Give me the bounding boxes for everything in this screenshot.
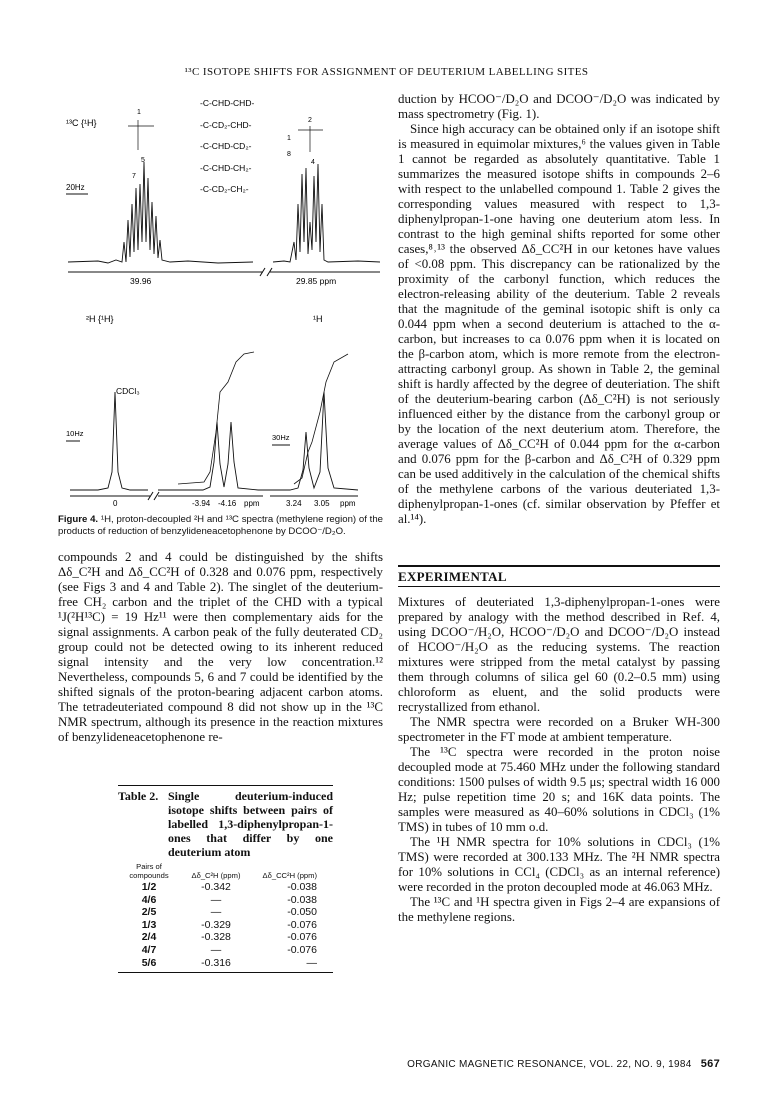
- left-body-paragraph: compounds 2 and 4 could be distinguished by the shifts Δδ_C²H and Δδ_CC²H of 0.328 and 0.076 ppm, respectively (see Figs 3 and 4 and Table 2). The singlet of the deuterium-free CH₂ carbon and the triplet of the CHD with a typical ¹J(²H¹³C) = 19 Hz¹¹ were then complementary aids for the signal assignments. A carbon peak of the fully deuterated CD₂ group could not be detected owing to its inherent reduced signal intensity and the very low concentration.¹² Nevertheless, compounds 5, 6 and 7 could be identified by the shifted signals of the proton-bearing adjacent carbon atoms. The tetradeuteriated compound 8 did not show up in the ¹³C NMR spectrum, although its presence in the reaction mixtures of benzylideneacetophenone re-: [58, 550, 383, 744]
- h1-label: ¹H: [313, 314, 323, 324]
- table-title: [118, 789, 333, 859]
- table-row: [118, 931, 333, 944]
- experimental-paragraph: The ¹H NMR spectra for 10% solutions in CDCl₃ (1% TMS) were recorded at 300.133 MHz. The ²H NMR spectra for 10% solutions in CCl₄ (CDCl₃ as an internal reference) were recorded in the proton decoupled mode at 46.063 MHz.: [398, 835, 720, 894]
- table-cell: -0.329: [201, 918, 231, 931]
- scale-20hz-label: 20Hz: [66, 183, 85, 192]
- scale-10hz-label: 10Hz: [66, 429, 84, 438]
- left-column: [58, 92, 383, 973]
- column-header: Pairs of compounds: [129, 862, 169, 880]
- structure-line: -C-CHD-CHD-: [200, 98, 255, 108]
- peak-label: 7: [132, 173, 136, 180]
- page-number: 567: [700, 1058, 720, 1070]
- table-cell: —: [210, 906, 222, 919]
- table-row: [118, 906, 333, 919]
- h2-integral: [178, 352, 254, 484]
- figure-caption: [58, 514, 383, 538]
- h2-cdcl3-peak: [70, 392, 148, 490]
- column-header: Δδ_CC²H (ppm): [262, 871, 317, 880]
- peak-label: 4: [311, 159, 315, 166]
- table-cell: -0.342: [201, 881, 231, 893]
- isotope-shift-table: [118, 861, 333, 969]
- column-header: Δδ_C²H (ppm): [191, 871, 241, 880]
- h2-decoupled-label: ²H {¹H}: [86, 314, 114, 324]
- table-number: Table 2.: [118, 789, 159, 803]
- table-cell: 4/6: [141, 893, 157, 906]
- structure-fragments: [200, 98, 254, 194]
- table-row: [118, 881, 333, 894]
- c13-trace-right: [273, 164, 380, 262]
- table-cell: —: [210, 893, 222, 906]
- structure-line: -C-CHD-CD₂-: [200, 141, 252, 151]
- nmr-spectra-figure: [58, 92, 383, 510]
- table-cell: -0.076: [287, 931, 317, 944]
- bottom-axis-unit: ppm: [340, 499, 356, 508]
- table-cell: -0.316: [201, 956, 231, 969]
- structure-line: -C-CHD-CH₂-: [200, 163, 252, 173]
- table-caption: Single deuterium-induced isotope shifts between pairs of labelled 1,3-diphenylpropan-1-ones that differ by one deuterium atom: [168, 789, 333, 859]
- peak-label: 5: [141, 157, 145, 164]
- experimental-paragraph: The ¹³C spectra were recorded in the proton noise decoupled mode at 75.460 MHz under the following standard conditions: 1500 pulses of width 9.5 μs; spectral width 16 000 Hz; pulse repetition time 20 s; and 16K data points. The samples were measured as 40–60% solutions in CDCl₃ (1% TMS) in tubes of 10 mm o.d.: [398, 745, 720, 834]
- bottom-axis-tick: 0: [113, 499, 118, 508]
- top-axis-tick: 29.85 ppm: [296, 276, 337, 286]
- table-row: [118, 894, 333, 907]
- structure-line: -C-CD₂-CH₂-: [200, 184, 249, 194]
- h1-integral: [294, 354, 348, 484]
- right-column: [398, 92, 720, 925]
- table-header-row: [118, 861, 333, 881]
- experimental-heading: EXPERIMENTAL: [398, 565, 720, 587]
- table-cell: -0.038: [287, 893, 317, 906]
- bottom-axis-tick: 3.05: [314, 499, 330, 508]
- figure-caption-text: ¹H, proton-decoupled ²H and ¹³C spectra (methylene region) of the products of reduction of benzylideneacetophenone by DCOO⁻/D₂O.: [58, 514, 384, 537]
- figure-4: [58, 92, 383, 510]
- running-head: ¹³C ISOTOPE SHIFTS FOR ASSIGNMENT OF DEUTERIUM LABELLING SITES: [184, 66, 589, 78]
- table-cell: 4/7: [141, 943, 157, 956]
- table-cell: —: [210, 943, 222, 956]
- table-cell: 5/6: [141, 956, 157, 969]
- table-cell: 1/2: [141, 881, 157, 893]
- scale-30hz-label: 30Hz: [272, 433, 290, 442]
- table-cell: 2/4: [141, 931, 157, 944]
- table-cell: 1/3: [141, 918, 157, 931]
- table-cell: -0.328: [201, 931, 231, 944]
- peak-label: 2: [308, 117, 312, 124]
- cdcl3-label: CDCl₃: [116, 386, 140, 396]
- bottom-axis-unit: ppm: [244, 499, 260, 508]
- peak-label: 1: [137, 109, 141, 116]
- table-cell: -0.050: [287, 906, 317, 919]
- figure-caption-label: Figure 4.: [58, 514, 99, 525]
- table-cell: -0.076: [287, 918, 317, 931]
- page-footer: [398, 1058, 720, 1070]
- c13-trace-left: [68, 162, 253, 263]
- bottom-axis-tick: -4.16: [218, 499, 237, 508]
- experimental-paragraph: Mixtures of deuteriated 1,3-diphenylpropan-1-ones were prepared by analogy with the method described in Ref. 4, using DCOO⁻/H₂O, HCOO⁻/D₂O and DCOO⁻/D₂O instead of HCOO⁻/H₂O as the reducing systems. The reaction mixtures were stripped from the metal catalyst by passing them through columns of silica gel 60 (0.2–0.5 mm) using chloroform as eluent, and the solid products were recrystallized from ethanol.: [398, 595, 720, 714]
- peak-label: 8: [287, 151, 291, 158]
- table-cell: -0.076: [287, 943, 317, 956]
- top-axis-tick: 39.96: [130, 276, 152, 286]
- right-body-paragraph: duction by HCOO⁻/D₂O and DCOO⁻/D₂O was indicated by mass spectrometry (Fig. 1).: [398, 92, 720, 121]
- peak-label: 1: [287, 135, 291, 142]
- table-row: [118, 944, 333, 957]
- table-cell: -0.038: [287, 881, 317, 893]
- journal-citation: ORGANIC MAGNETIC RESONANCE, VOL. 22, NO. 9, 1984: [407, 1059, 692, 1070]
- experimental-paragraph: The NMR spectra were recorded on a Bruker WH-300 spectrometer in the FT mode at ambient temperature.: [398, 715, 720, 744]
- c13-decoupled-label: ¹³C {¹H}: [66, 118, 97, 128]
- table-row: [118, 957, 333, 970]
- table-row: [118, 919, 333, 932]
- table-2: [118, 785, 333, 973]
- structure-line: -C-CD₂-CHD-: [200, 120, 252, 130]
- h2-trace: [158, 422, 258, 490]
- right-body-paragraph: Since high accuracy can be obtained only if an isotope shift is measured in equimolar mixtures,⁶ the values given in Table 1 cannot be regarded as absolutely quantitative. Table 1 summarizes the measured isotope shifts in compounds 2–6 with respect to the unlabelled compound 1. Table 2 gives the corresponding values measured with respect to 1,3-diphenylpropan-1-one having one deuterium atom less. In contrast to the high geminal shifts reported for some other cases,⁸˒¹³ the observed Δδ_CC²H in our ketones have values of <0.08 ppm. This discrepancy can be rationalized by the proximity of the carbonyl function, which reduces the electron-releasing ability of the deuterium. Table 2 reveals that the magnitude of the geminal isotopic shift is only ca 0.044 ppm when a second deuterium is attached to the α-carbon, but increases to ca 0.076 ppm when it is located on the β-carbon atom, which is more remote from the electron-attracting carbonyl group. As shown in Table 2, the geminal shift is hardly affected by the degree of deuteriation. The shift of the deuterium-bearing carbon (Δδ_C²H) is not seriously influenced either by the distance from the carbonyl group or by the location of the next deuterium atom. Therefore, the average values of Δδ_CC²H of 0.044 ppm for the α-carbon and 0.076 ppm for the β-carbon and Δδ_C²H of 0.329 ppm can be used additively in the calculation of the chemical shifts of the methylene carbons of the various deuteriated 1,3-diphenylpropan-1-ones (cf. similar observation by Pfeffer et al.¹⁴).: [398, 122, 720, 526]
- experimental-paragraph: The ¹³C and ¹H spectra given in Figs 2–4 are expansions of the methylene regions.: [398, 895, 720, 924]
- table-cell: 2/5: [141, 906, 157, 919]
- table-cell: —: [306, 956, 317, 969]
- bottom-axis-tick: 3.24: [286, 499, 302, 508]
- bottom-axis-tick: -3.94: [192, 499, 211, 508]
